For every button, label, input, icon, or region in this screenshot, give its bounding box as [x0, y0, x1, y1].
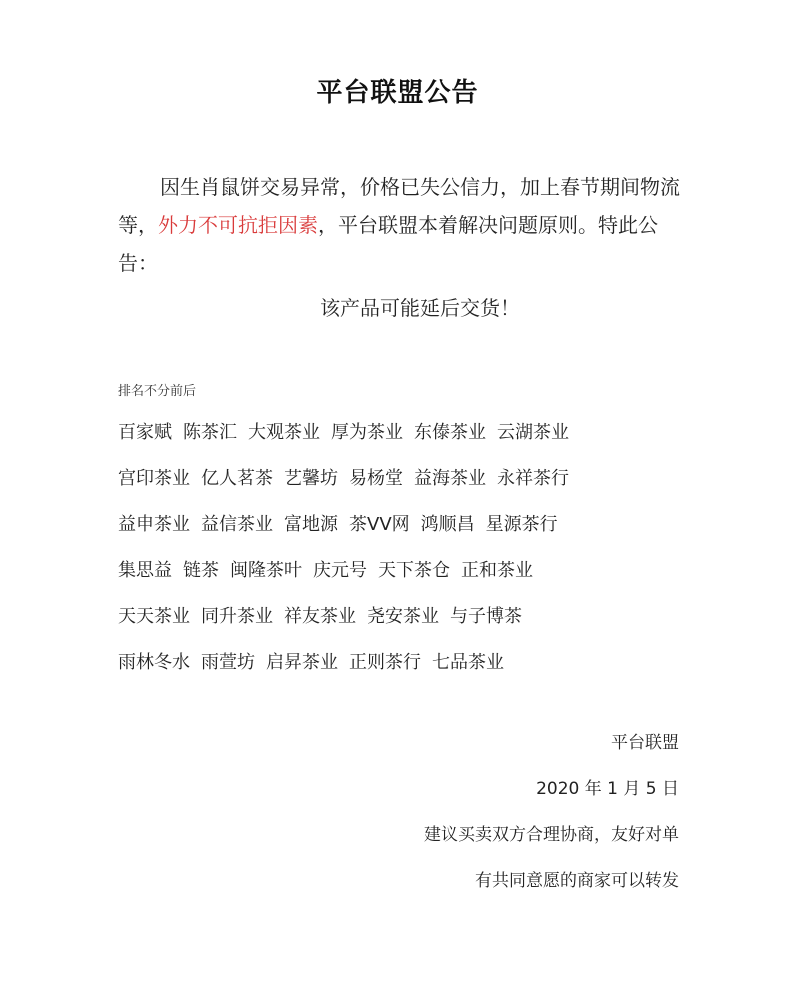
- company-name: 益信茶业: [201, 514, 273, 535]
- company-row: [118, 464, 718, 510]
- company-name: 宫印茶业: [118, 468, 190, 489]
- company-name: 链茶: [183, 560, 219, 581]
- signature-share: 有共同意愿的商家可以转发: [475, 871, 679, 891]
- signature-date: 2020 年 1 月 5 日: [536, 779, 679, 799]
- company-name: 益海茶业: [414, 468, 486, 489]
- company-name: 易杨堂: [349, 468, 403, 489]
- company-name: 雨林冬水: [118, 652, 190, 673]
- company-name: 庆元号: [313, 560, 367, 581]
- company-name: 东傣茶业: [414, 422, 486, 443]
- company-name: 闽隆茶叶: [230, 560, 302, 581]
- company-name: 云湖茶业: [497, 422, 569, 443]
- company-name: 与子博茶: [450, 606, 522, 627]
- company-row: [118, 648, 718, 694]
- company-name: 大观茶业: [248, 422, 320, 443]
- company-name: 同升茶业: [201, 606, 273, 627]
- company-row: [118, 418, 718, 464]
- company-list: [118, 418, 718, 694]
- signature-block: [424, 728, 679, 912]
- company-row: [118, 510, 718, 556]
- company-name: 富地源: [284, 514, 338, 535]
- company-name: 百家赋: [118, 422, 172, 443]
- company-row: [118, 602, 718, 648]
- company-name: 天下茶仓: [378, 560, 450, 581]
- paragraph-part-1: 因生肖鼠饼交易异常，价格已失公信力，加上春节期间物流等，: [118, 175, 680, 237]
- company-name: 尧安茶业: [367, 606, 439, 627]
- company-name: 启昇茶业: [266, 652, 338, 673]
- company-name: 亿人茗茶: [201, 468, 273, 489]
- company-name: 集思益: [118, 560, 172, 581]
- delivery-notice: 该产品可能延后交货！: [320, 296, 520, 320]
- company-name: 茶VV网: [349, 514, 410, 535]
- company-name: 七品茶业: [432, 652, 504, 673]
- paragraph-part-2: ，平台联盟本着解决问题原则。特此公告：: [118, 213, 658, 275]
- company-name: 正则茶行: [349, 652, 421, 673]
- ranking-note: 排名不分前后: [118, 384, 197, 399]
- company-name: 艺馨坊: [284, 468, 338, 489]
- highlighted-phrase: 外力不可抗拒因素: [158, 213, 318, 237]
- company-name: 永祥茶行: [497, 468, 569, 489]
- company-name: 正和茶业: [461, 560, 533, 581]
- company-row: [118, 556, 718, 602]
- company-name: 天天茶业: [118, 606, 190, 627]
- company-name: 雨萱坊: [201, 652, 255, 673]
- signature-org: 平台联盟: [611, 733, 679, 753]
- company-name: 厚为茶业: [331, 422, 403, 443]
- company-name: 益申茶业: [118, 514, 190, 535]
- announcement-paragraph: [118, 168, 693, 282]
- company-name: 陈茶汇: [183, 422, 237, 443]
- company-name: 鸿顺昌: [420, 514, 475, 535]
- company-name: 祥友茶业: [284, 606, 356, 627]
- signature-advice: 建议买卖双方合理协商，友好对单: [424, 825, 679, 845]
- company-name: 星源茶行: [485, 514, 558, 535]
- page-title: 平台联盟公告: [316, 78, 479, 108]
